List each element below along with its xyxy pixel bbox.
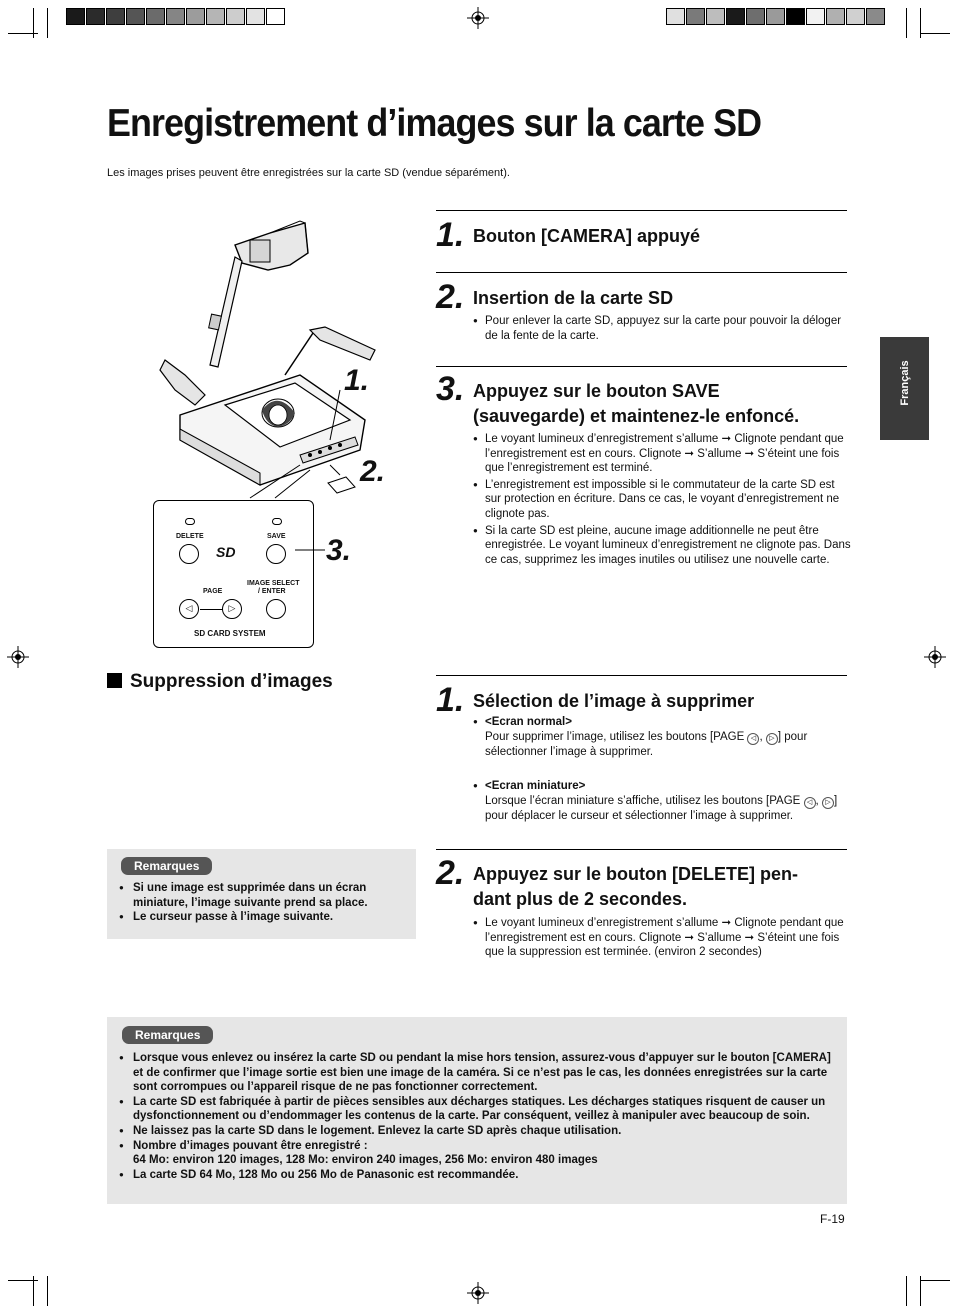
image-select-button[interactable] (266, 599, 286, 619)
step-title (473, 862, 798, 912)
text-part: ] pour déplacer le curseur et sélectionner l’image à supprimer. (485, 794, 838, 822)
text-part: Lorsque l’écran miniature s’affiche, utilisez les boutons [PAGE (485, 794, 804, 807)
remarks-list (119, 1051, 837, 1182)
sd-card-system-label: SD CARD SYSTEM (194, 629, 266, 638)
list-item: ● L’enregistrement est impossible si le commutateur de la carte SD est sur protection en écriture. Dans ce cas, le voyant d’enregistrement ne clignote pas. (473, 478, 853, 522)
step-number: 1. (436, 681, 465, 719)
mini-screen-text: Lorsque l’écran miniature s’affiche, utilisez les boutons [PAGE ◁ , ▷ ] pour déplacer le curseur et sélectionner l’image à supprimer. (485, 794, 838, 822)
mini-screen-label: <Ecran miniature> (485, 780, 586, 793)
step-title-line: Appuyez sur le bouton [DELETE] pen- (473, 864, 798, 884)
remarks-label: Remarques (122, 1026, 213, 1044)
step-title: Bouton [CAMERA] appuyé (473, 226, 700, 246)
image-select-label: IMAGE SELECT (247, 580, 300, 587)
list-item: ● Le curseur passe à l’image suivante. (119, 910, 409, 925)
list-item (473, 779, 853, 794)
normal-screen-text: Pour supprimer l’image, utilisez les boutons [PAGE ◁ , ▷ ] pour sélectionner l’image à supprimer. (485, 730, 808, 758)
step-body (473, 916, 853, 960)
step-number: 1. (436, 216, 465, 254)
save-led (272, 518, 282, 525)
page-right-icon: ▷ (766, 733, 778, 745)
figure-callout-3: 3. (326, 534, 352, 567)
step-title: Sélection de l’image à supprimer (473, 691, 755, 711)
divider (436, 210, 847, 211)
remarks-label: Remarques (121, 857, 212, 875)
divider (436, 675, 847, 676)
language-tab (880, 337, 929, 440)
capacity-line: 64 Mo: environ 120 images, 128 Mo: environ 240 images, 256 Mo: environ 480 images (133, 1154, 598, 1167)
step-number: 2. (436, 854, 465, 892)
divider (436, 849, 847, 850)
step-title-line: dant plus de 2 secondes. (473, 889, 688, 909)
step-title: Insertion de la carte SD (473, 288, 674, 308)
delete-button[interactable] (179, 544, 199, 564)
step-body (473, 314, 853, 343)
section-heading (107, 671, 333, 693)
page-title: Enregistrement d’images sur la carte SD (107, 102, 762, 145)
registration-target-icon (467, 1282, 489, 1304)
page-left-button[interactable]: ◁ (179, 599, 199, 619)
list-item: ● Ne laissez pas la carte SD dans le logement. Enlevez la carte SD après chaque utilisation. (119, 1124, 837, 1139)
registration-target-icon (924, 646, 946, 668)
page-number: F-19 (820, 1212, 845, 1226)
step-body (473, 432, 853, 567)
page-right-icon: ▷ (822, 797, 834, 809)
registration-target-icon (467, 7, 489, 29)
page-label: PAGE (203, 588, 223, 595)
list-item: ● Pour enlever la carte SD, appuyez sur la carte pour pouvoir la déloger de la fente de la carte. (473, 314, 853, 343)
square-icon (107, 673, 122, 688)
step-title-line: (sauvegarde) et maintenez-le enfoncé. (473, 406, 800, 426)
list-item: ● La carte SD est fabriquée à partir de pièces sensibles aux décharges statiques. Les décharges statiques risquent de causer un dysfonctionnement ou d’endommager les contenus de la carte. Par conséquent, veillez à manipuler avec beaucoup de soin. (119, 1095, 837, 1124)
list-item (119, 1139, 837, 1168)
section-heading-text: Suppression d’images (130, 671, 333, 692)
remarks-list (119, 881, 409, 925)
divider (436, 366, 847, 367)
remarks-box-large (107, 1017, 847, 1204)
intro-text: Les images prises peuvent être enregistrées sur la carte SD (vendue séparément). (107, 167, 510, 179)
save-button[interactable] (266, 544, 286, 564)
divider (436, 272, 847, 273)
text-part: Nombre d’images pouvant être enregistré : (133, 1139, 368, 1152)
sd-control-panel (153, 500, 314, 648)
remarks-box-small (107, 849, 416, 939)
registration-target-icon (7, 646, 29, 668)
figure-callout-1: 1. (344, 364, 370, 397)
list-item: ● La carte SD 64 Mo, 128 Mo ou 256 Mo de Panasonic est recommandée. (119, 1168, 837, 1183)
list-item (473, 715, 853, 730)
text-part: ] pour sélectionner l’image à supprimer. (485, 730, 808, 758)
step-number: 3. (436, 370, 465, 408)
sd-logo: SD (216, 544, 236, 560)
list-item: ● Si une image est supprimée dans un écran miniature, l’image suivante prend sa place. (119, 881, 409, 910)
visualizer-illustration (150, 215, 390, 500)
delete-led (185, 518, 195, 525)
text-part: Pour supprimer l’image, utilisez les boutons [PAGE (485, 730, 748, 743)
list-item: ● Si la carte SD est pleine, aucune image additionnelle ne peut être enregistrée. Le voyant lumineux d’enregistrement ne clignote pas. Dans ce cas, supprimez les images inutiles ou utilisez une nouvelle carte. (473, 524, 853, 568)
list-item: ● Le voyant lumineux d’enregistrement s’allume ➞ Clignote pendant que l’enregistrement est en cours. Clignote ➞ S’allume ➞ S’éteint une fois que l’enregistrement est terminé. (473, 432, 853, 476)
enter-label: / ENTER (258, 588, 286, 595)
delete-label: DELETE (176, 533, 204, 540)
save-label: SAVE (267, 533, 286, 540)
page-left-icon: ◁ (804, 797, 816, 809)
page-connector (200, 609, 223, 610)
page-right-button[interactable]: ▷ (222, 599, 242, 619)
step-body (473, 715, 853, 823)
language-tab-label: Français (899, 360, 911, 406)
list-item: ● Lorsque vous enlevez ou insérez la carte SD ou pendant la mise hors tension, assurez-vous d’appuyer sur le bouton [CAMERA] et de confirmer que l’image sortie est bien une image de la caméra. Si ce n’est pas le cas, les données enregistrées sur la carte sont corrompues ou l’appareil risque de ne pas fonctionner correctement. (119, 1051, 837, 1095)
list-item: ● Le voyant lumineux d’enregistrement s’allume ➞ Clignote pendant que l’enregistrement est en cours. Clignote ➞ S’allume ➞ S’éteint une fois que la suppression est terminée. (environ 2 secondes) (473, 916, 853, 960)
page-left-icon: ◁ (747, 733, 759, 745)
figure-callout-2: 2. (360, 455, 386, 488)
step-number: 2. (436, 278, 465, 316)
step-title-line: Appuyez sur le bouton SAVE (473, 381, 720, 401)
normal-screen-label: <Ecran normal> (485, 716, 572, 728)
step-title (473, 379, 799, 429)
